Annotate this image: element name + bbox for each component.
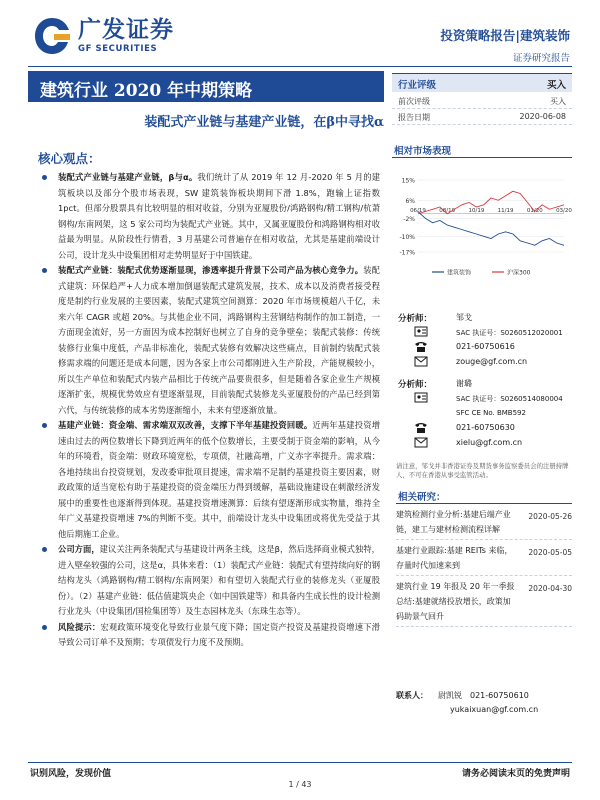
report-type: 投资策略报告|建筑装饰 xyxy=(440,28,570,43)
related-item-date: 2020-04-30 xyxy=(528,584,572,593)
chart-legend-label: 沪深300 xyxy=(507,269,531,277)
bullet-head: 装配式产业链与基建产业链，β与α。 xyxy=(58,172,198,182)
footer-slogan: 识别风险，发现价值 xyxy=(30,769,112,779)
chart-xtick-label: 11/19 xyxy=(497,207,514,214)
rating-header xyxy=(392,73,572,92)
chart-legend-label: 建筑装饰 xyxy=(447,269,472,277)
bullet-body: 我们统计了从 2019 年 12 月-2020 年 5 月的建筑板块以及部分个股市场表现，SW 建筑装饰板块期间下滑 1.8%，跑输上证指数 1pct。但部分股票具有比较明显的相对收益，分别为亚厦股份/鸿路钢构/精工钢构/杭萧钢构/东南网架，这 5 家公司均为装配式产业链。其中，又属亚厦股份和鸿路钢构相对收益最为明显。从阶段性行情看，3 月基建公司普遍存在相对收益，尤其是基建前端设计公司，设计龙头中设集团相对走势明显好于中国铁建。 xyxy=(58,172,380,260)
bullet-head: 风险提示： xyxy=(58,621,101,632)
related-research-title: 相关研究： xyxy=(396,487,572,504)
related-item[interactable] xyxy=(396,543,572,576)
report-date-value: 2020-06-08 xyxy=(519,112,566,121)
chart-xtick-label: 01/20 xyxy=(526,207,543,214)
report-date-label: 报告日期 xyxy=(398,113,430,122)
analyst-disclaimer: 请注意，邹戈并非香港证券及期货事务监察委员会的注册持牌人，不可在香港从事受监管活动。 xyxy=(396,462,569,479)
analyst-email: zouge@gf.com.cn xyxy=(456,357,528,366)
rating-label: 行业评级 xyxy=(398,80,437,91)
analyst-license: SAC 执证号：S0260512020001 xyxy=(456,329,563,337)
chart-ytick-label: 15% xyxy=(401,177,415,185)
footer-disclaimer-note: 请务必阅读末页的免责声明 xyxy=(461,769,570,779)
chart-xtick-label: 08/19 xyxy=(439,207,456,214)
related-item-title: 基建行业跟踪:基建 REITs 来临，存量时代加速来到 xyxy=(396,546,513,570)
bullet-head: 公司方面， xyxy=(58,544,100,554)
phone-icon xyxy=(414,340,428,353)
chart-ytick-label: 6% xyxy=(405,197,415,205)
related-item-date: 2020-05-26 xyxy=(528,512,572,521)
footer-divider xyxy=(28,762,572,763)
title-band xyxy=(28,71,384,102)
analyst-phone: 021-60750616 xyxy=(456,342,515,351)
page-subtitle: 装配式产业链与基建产业链，在β中寻找α xyxy=(144,115,384,130)
chart-xtick-label: 03/20 xyxy=(556,207,572,214)
bullet-head: 装配式产业链：装配式优势逐渐显现，渗透率提升背景下公司产品为核心竞争力。 xyxy=(58,265,364,275)
bullet-dot-icon xyxy=(42,175,47,180)
company-logo xyxy=(30,14,174,58)
contact-label: 联系人： xyxy=(396,691,428,700)
bullet-body: 近两年基建投资增速由过去的两位数增长下降到近两年的低个位数增长，主要受制于资金端的影响，从今年的环境看，资金端：财政环境宽松，专项债，社融高增，广义赤字率提升。需求端：各地持续出台投资规划，发改委审批项目提速，需求端不足制约基建投资主要因素，财政政策的适当宽松有助于基建投资的资金端压力得到缓解，基础设施建设在刺激经济发展中的重要性也逐渐得到体现。基建投资增速测算：后续有望逐渐形成实物量，维持全年广义基建投资增速 7%的判断不变。其中，前端设计龙头中设集团或将优先受益于其他后期施工企业。 xyxy=(58,420,380,539)
gf-logo-icon xyxy=(30,14,74,58)
bullet-item xyxy=(40,170,380,263)
bullet-body: 宏观政策环境变化导致行业景气度下降；国定资产投资及基建投资增速下滑导致公司订单不及预期；专项债发行力度不及预期。 xyxy=(58,621,380,647)
report-date-row xyxy=(392,109,572,125)
chart-ytick-label: -10% xyxy=(399,233,415,241)
related-item-date: 2020-05-05 xyxy=(528,548,572,557)
chart-xtick-label: 06/19 xyxy=(410,207,426,214)
prev-rating-value: 买入 xyxy=(550,97,566,106)
contact-email: yukaixuan@gf.com.cn xyxy=(450,705,539,714)
bullet-item xyxy=(40,542,380,620)
analyst-label: 分析师： xyxy=(398,314,433,324)
related-item[interactable] xyxy=(396,579,572,627)
page-title: 建筑行业 2020 年中期策略 xyxy=(40,81,253,101)
market-section-title: 相对市场表现 xyxy=(392,141,572,158)
analyst-block-2 xyxy=(392,376,572,451)
analyst-email: xielu@gf.com.cn xyxy=(456,438,523,447)
contact-name: 尉凯锐 xyxy=(438,691,462,700)
bullet-dot-icon xyxy=(42,625,47,630)
bullet-dot-icon xyxy=(42,547,47,552)
bullet-head: 基建产业链：资金端、需求端双双改善，支撑下半年基建投资回暖。 xyxy=(58,420,313,430)
related-research-list xyxy=(396,507,572,630)
related-item-title: 建筑行业 19 年报及 20 年一季报总结:基建就绪投放增长，政策加码助景气回升 xyxy=(396,582,515,621)
contact-phone: 021-60750610 xyxy=(470,691,529,700)
chart-ytick-label: -17% xyxy=(399,249,415,257)
page-number: 1 / 43 xyxy=(288,780,312,789)
chart-series-line xyxy=(418,212,564,246)
bullet-body: 建议关注两条装配式与基建设计两条主线，这是β，然后选择商业模式独特，进入壁垒较强的公司，这是α，具体来看：（1）装配式产业链：装配式有望持续向好的钢结构龙头（鸿路钢构/精工钢构/东南网架）和有望切入装配式行业的装修龙头（亚厦股份）。（2）基建产业链：低估值建筑央企（如中国铁建等）和具备内生成长性的设计检测行业龙头（中设集团/国检集团等）及生态园林龙头（东珠生态等）。 xyxy=(58,544,380,616)
chart-ytick-label: -2% xyxy=(403,215,415,223)
key-points-list xyxy=(40,170,380,651)
email-icon xyxy=(414,355,428,368)
bullet-item xyxy=(40,620,380,651)
key-points-heading: 核心观点： xyxy=(38,151,101,166)
related-item[interactable] xyxy=(396,507,572,540)
analyst-name: 邹戈 xyxy=(456,313,472,322)
analyst-label: 分析师： xyxy=(398,380,433,390)
analyst-license-sfc: SFC CE No. BMB592 xyxy=(456,409,526,417)
contact-block xyxy=(396,690,572,714)
bullet-item xyxy=(40,263,380,418)
report-subtype: 证券研究报告 xyxy=(512,53,570,64)
related-item-title: 建筑检测行业分析:基建后端产业链，建工与建材检测流程详解 xyxy=(396,510,511,534)
bullet-dot-icon xyxy=(42,268,47,273)
logo-en-text: GF SECURITIES xyxy=(78,44,158,54)
bullet-dot-icon xyxy=(42,423,47,428)
rating-value: 买入 xyxy=(546,80,566,91)
analyst-license: SAC 执证号：S0260514080004 xyxy=(456,395,563,403)
phone-icon xyxy=(414,421,428,434)
prev-rating-label: 前次评级 xyxy=(398,97,430,106)
relative-performance-chart xyxy=(392,172,572,282)
analyst-phone: 021-60750630 xyxy=(456,423,515,432)
prev-rating-row xyxy=(392,93,572,109)
bullet-item xyxy=(40,418,380,542)
chart-svg xyxy=(392,172,572,282)
header-divider xyxy=(28,66,572,67)
analyst-block-1 xyxy=(392,310,572,370)
logo-cn-text: 广发证券 xyxy=(78,17,174,43)
id-card-icon xyxy=(414,325,428,338)
analyst-name: 谢璐 xyxy=(456,379,472,388)
id-card-icon xyxy=(414,391,428,404)
chart-xtick-label: 10/19 xyxy=(468,207,485,214)
email-icon xyxy=(414,436,428,449)
bullet-body: 装配式建筑：环保趋严+人力成本增加倒逼装配式建筑发展，技术、成本以及消费者接受程度是制约行业发展的主要因素，装配式建筑空间测算：2020 年市场规模超八千亿，未来六年 CAGR 或超 20%。与其他企业不同，鸿路钢构主营钢结构制作的加工制造，一方面现金流好，另一方面因为成本控制好也树立了自身的竞争壁垒；装配式装修：传统装修行业集中度低，产品非标准化，装配式装修有效解决这些痛点，目前制约装配式装修需求端的问题还是成本问题，因为各家上市公司都刚进入生产阶段，产能规模较小，所以生产单位和装配式内装产品相比于传统产品要贵很多，但是随着各家企业生产规模逐渐扩张，规模优势效应有望逐渐显现，目前装配式装修龙头亚厦股份的产品已经到第六代，与传统装修的成本劣势逐渐缩小，未来有望逐渐放量。 xyxy=(58,265,380,415)
